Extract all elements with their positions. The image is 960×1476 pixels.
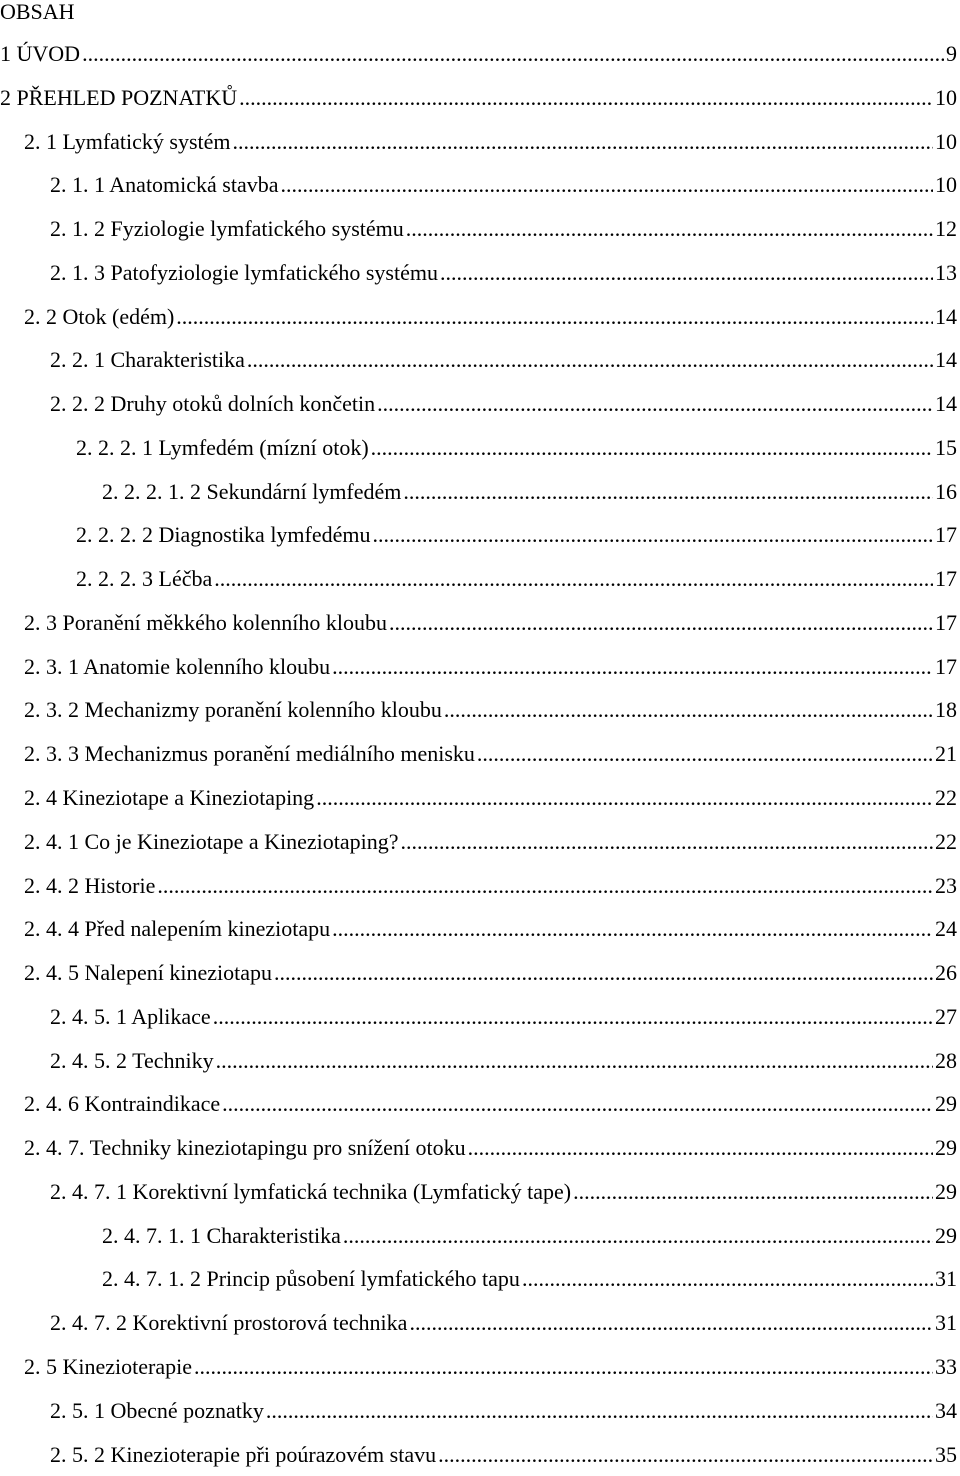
toc-entry-page-number: 10 bbox=[935, 120, 957, 164]
dot-leader bbox=[233, 120, 933, 164]
toc-entry-label: 2. 2. 2. 1. 2 Sekundární lymfedém bbox=[102, 470, 401, 514]
page-title: OBSAH bbox=[0, 0, 75, 24]
toc-entry-page-number: 9 bbox=[946, 32, 957, 76]
toc-entry-page-number: 14 bbox=[935, 338, 957, 382]
toc-entry-page-number: 28 bbox=[935, 1039, 957, 1083]
toc-entry-label: 2. 5. 1 Obecné poznatky bbox=[50, 1389, 264, 1433]
dot-leader bbox=[239, 76, 933, 120]
toc-entry-label: 2. 2. 1 Charakteristika bbox=[50, 338, 245, 382]
dot-leader bbox=[222, 1082, 933, 1126]
toc-entry[interactable] bbox=[0, 1082, 960, 1126]
toc-entry-label: 2. 4. 7. 2 Korektivní prostorová technika bbox=[50, 1301, 407, 1345]
toc-entry-label: 2. 4. 1 Co je Kineziotape a Kineziotaping? bbox=[24, 820, 399, 864]
dot-leader bbox=[371, 426, 933, 470]
dot-leader bbox=[216, 1039, 933, 1083]
dot-leader bbox=[316, 776, 933, 820]
dot-leader bbox=[406, 207, 933, 251]
toc-entry-label: 2. 1. 2 Fyziologie lymfatického systému bbox=[50, 207, 404, 251]
toc-entry-page-number: 13 bbox=[935, 251, 957, 295]
toc-entry-label: 2 PŘEHLED POZNATKŮ bbox=[0, 76, 237, 120]
toc-entry-label: 2. 4. 4 Před nalepením kineziotapu bbox=[24, 907, 330, 951]
dot-leader bbox=[214, 557, 933, 601]
dot-leader bbox=[176, 295, 933, 339]
dot-leader bbox=[409, 1301, 933, 1345]
toc-entry-label: 2. 4. 7. Techniky kineziotapingu pro snížení otoku bbox=[24, 1126, 466, 1170]
toc-entry-page-number: 14 bbox=[935, 382, 957, 426]
dot-leader bbox=[332, 645, 933, 689]
toc-entry-label: 2. 4. 5 Nalepení kineziotapu bbox=[24, 951, 272, 995]
toc-entry[interactable] bbox=[0, 251, 960, 295]
toc-entry[interactable] bbox=[0, 1345, 960, 1389]
dot-leader bbox=[266, 1389, 933, 1433]
toc-entry-label: 2. 2 Otok (edém) bbox=[24, 295, 174, 339]
toc-entry[interactable] bbox=[0, 1301, 960, 1345]
toc-entry[interactable] bbox=[0, 820, 960, 864]
toc-entry-label: 2. 3 Poranění měkkého kolenního kloubu bbox=[24, 601, 387, 645]
toc-entry-page-number: 17 bbox=[935, 645, 957, 689]
dot-leader bbox=[522, 1257, 933, 1301]
toc-entry-label: 2. 1. 3 Patofyziologie lymfatického systému bbox=[50, 251, 438, 295]
toc-entry-page-number: 34 bbox=[935, 1389, 957, 1433]
toc-entry-page-number: 17 bbox=[935, 557, 957, 601]
toc-entry-label: 2. 4. 6 Kontraindikace bbox=[24, 1082, 220, 1126]
toc-entry[interactable] bbox=[0, 1389, 960, 1433]
toc-entry-page-number: 22 bbox=[935, 776, 957, 820]
dot-leader bbox=[477, 732, 933, 776]
toc-entry[interactable] bbox=[0, 995, 960, 1039]
dot-leader bbox=[343, 1214, 933, 1258]
toc-entry-label: 2. 4. 7. 1. 1 Charakteristika bbox=[102, 1214, 341, 1258]
toc-entry-page-number: 21 bbox=[935, 732, 957, 776]
dot-leader bbox=[401, 820, 934, 864]
toc-entry-page-number: 31 bbox=[935, 1301, 957, 1345]
toc-entry-page-number: 35 bbox=[935, 1433, 957, 1476]
toc-entry[interactable] bbox=[0, 32, 960, 76]
toc-entry-page-number: 31 bbox=[935, 1257, 957, 1301]
toc-entry[interactable] bbox=[0, 470, 960, 514]
toc-entry-page-number: 29 bbox=[935, 1214, 957, 1258]
toc-entry-label: 2. 2. 2. 2 Diagnostika lymfedému bbox=[76, 513, 371, 557]
toc-entry-page-number: 14 bbox=[935, 295, 957, 339]
toc-entry[interactable] bbox=[0, 120, 960, 164]
toc-entry-page-number: 16 bbox=[935, 470, 957, 514]
toc-entry-label: 2. 4. 7. 1. 2 Princip působení lymfatického tapu bbox=[102, 1257, 520, 1301]
toc-entry[interactable] bbox=[0, 426, 960, 470]
toc-entry-label: 2. 4. 7. 1 Korektivní lymfatická technika (Lymfatický tape) bbox=[50, 1170, 571, 1214]
toc-entry-page-number: 10 bbox=[935, 163, 957, 207]
toc-entry-label: 2. 1. 1 Anatomická stavba bbox=[50, 163, 279, 207]
toc-entry[interactable] bbox=[0, 732, 960, 776]
dot-leader bbox=[213, 995, 933, 1039]
dot-leader bbox=[444, 688, 933, 732]
dot-leader bbox=[377, 382, 933, 426]
toc-entry-label: 2. 2. 2. 1 Lymfedém (mízní otok) bbox=[76, 426, 369, 470]
toc-entry[interactable] bbox=[0, 382, 960, 426]
toc-entry-label: 2. 3. 3 Mechanizmus poranění mediálního menisku bbox=[24, 732, 475, 776]
toc-entry[interactable] bbox=[0, 645, 960, 689]
toc-entry[interactable] bbox=[0, 864, 960, 908]
dot-leader bbox=[440, 251, 933, 295]
toc-entry[interactable] bbox=[0, 1214, 960, 1258]
toc-entry-page-number: 29 bbox=[935, 1126, 957, 1170]
toc-entry-label: 2. 3. 2 Mechanizmy poranění kolenního kloubu bbox=[24, 688, 442, 732]
toc-entry-page-number: 26 bbox=[935, 951, 957, 995]
toc-entry-page-number: 23 bbox=[935, 864, 957, 908]
toc-entry-page-number: 33 bbox=[935, 1345, 957, 1389]
toc-entry-page-number: 29 bbox=[935, 1170, 957, 1214]
toc-entry-page-number: 22 bbox=[935, 820, 957, 864]
toc-entry-label: 2. 4. 5. 2 Techniky bbox=[50, 1039, 214, 1083]
toc-entry-page-number: 29 bbox=[935, 1082, 957, 1126]
toc-entry-label: 2. 5. 2 Kinezioterapie při poúrazovém stavu bbox=[50, 1433, 436, 1476]
toc-entry[interactable] bbox=[0, 338, 960, 382]
dot-leader bbox=[573, 1170, 933, 1214]
toc-entry-page-number: 12 bbox=[935, 207, 957, 251]
toc-entry-page-number: 15 bbox=[935, 426, 957, 470]
toc-entry[interactable] bbox=[0, 557, 960, 601]
toc-entry[interactable] bbox=[0, 76, 960, 120]
toc-entry-label: 2. 3. 1 Anatomie kolenního kloubu bbox=[24, 645, 330, 689]
dot-leader bbox=[389, 601, 933, 645]
toc-entry-page-number: 10 bbox=[935, 76, 957, 120]
dot-leader bbox=[438, 1433, 933, 1476]
dot-leader bbox=[247, 338, 933, 382]
toc-entry[interactable] bbox=[0, 601, 960, 645]
toc-entry[interactable] bbox=[0, 1126, 960, 1170]
toc-entry[interactable] bbox=[0, 1433, 960, 1476]
toc-entry-label: 2. 2. 2 Druhy otoků dolních končetin bbox=[50, 382, 375, 426]
toc-entry[interactable] bbox=[0, 1039, 960, 1083]
dot-leader bbox=[274, 951, 933, 995]
toc-entry[interactable] bbox=[0, 295, 960, 339]
toc-entry-page-number: 17 bbox=[935, 513, 957, 557]
toc-entry-label: 1 ÚVOD bbox=[0, 32, 80, 76]
toc-entry[interactable] bbox=[0, 207, 960, 251]
toc-entry[interactable] bbox=[0, 688, 960, 732]
toc-entry[interactable] bbox=[0, 1257, 960, 1301]
toc-entry-label: 2. 4. 2 Historie bbox=[24, 864, 155, 908]
toc-entry-label: 2. 4. 5. 1 Aplikace bbox=[50, 995, 211, 1039]
toc-entry-page-number: 27 bbox=[935, 995, 957, 1039]
toc-entry[interactable] bbox=[0, 163, 960, 207]
toc-entry[interactable] bbox=[0, 907, 960, 951]
dot-leader bbox=[281, 163, 933, 207]
dot-leader bbox=[373, 513, 933, 557]
toc-entry-label: 2. 1 Lymfatický systém bbox=[24, 120, 231, 164]
toc-entry[interactable] bbox=[0, 776, 960, 820]
dot-leader bbox=[194, 1345, 933, 1389]
dot-leader bbox=[468, 1126, 933, 1170]
dot-leader bbox=[332, 907, 933, 951]
toc-entry-page-number: 24 bbox=[935, 907, 957, 951]
toc-entry[interactable] bbox=[0, 513, 960, 557]
toc-entry[interactable] bbox=[0, 951, 960, 995]
toc-entry-label: 2. 5 Kinezioterapie bbox=[24, 1345, 192, 1389]
toc-entry-page-number: 18 bbox=[935, 688, 957, 732]
dot-leader bbox=[82, 32, 944, 76]
toc-entry-label: 2. 2. 2. 3 Léčba bbox=[76, 557, 212, 601]
toc-entry-label: 2. 4 Kineziotape a Kineziotaping bbox=[24, 776, 314, 820]
table-of-contents bbox=[0, 32, 960, 1476]
toc-entry-page-number: 17 bbox=[935, 601, 957, 645]
dot-leader bbox=[403, 470, 933, 514]
dot-leader bbox=[157, 864, 933, 908]
toc-entry[interactable] bbox=[0, 1170, 960, 1214]
